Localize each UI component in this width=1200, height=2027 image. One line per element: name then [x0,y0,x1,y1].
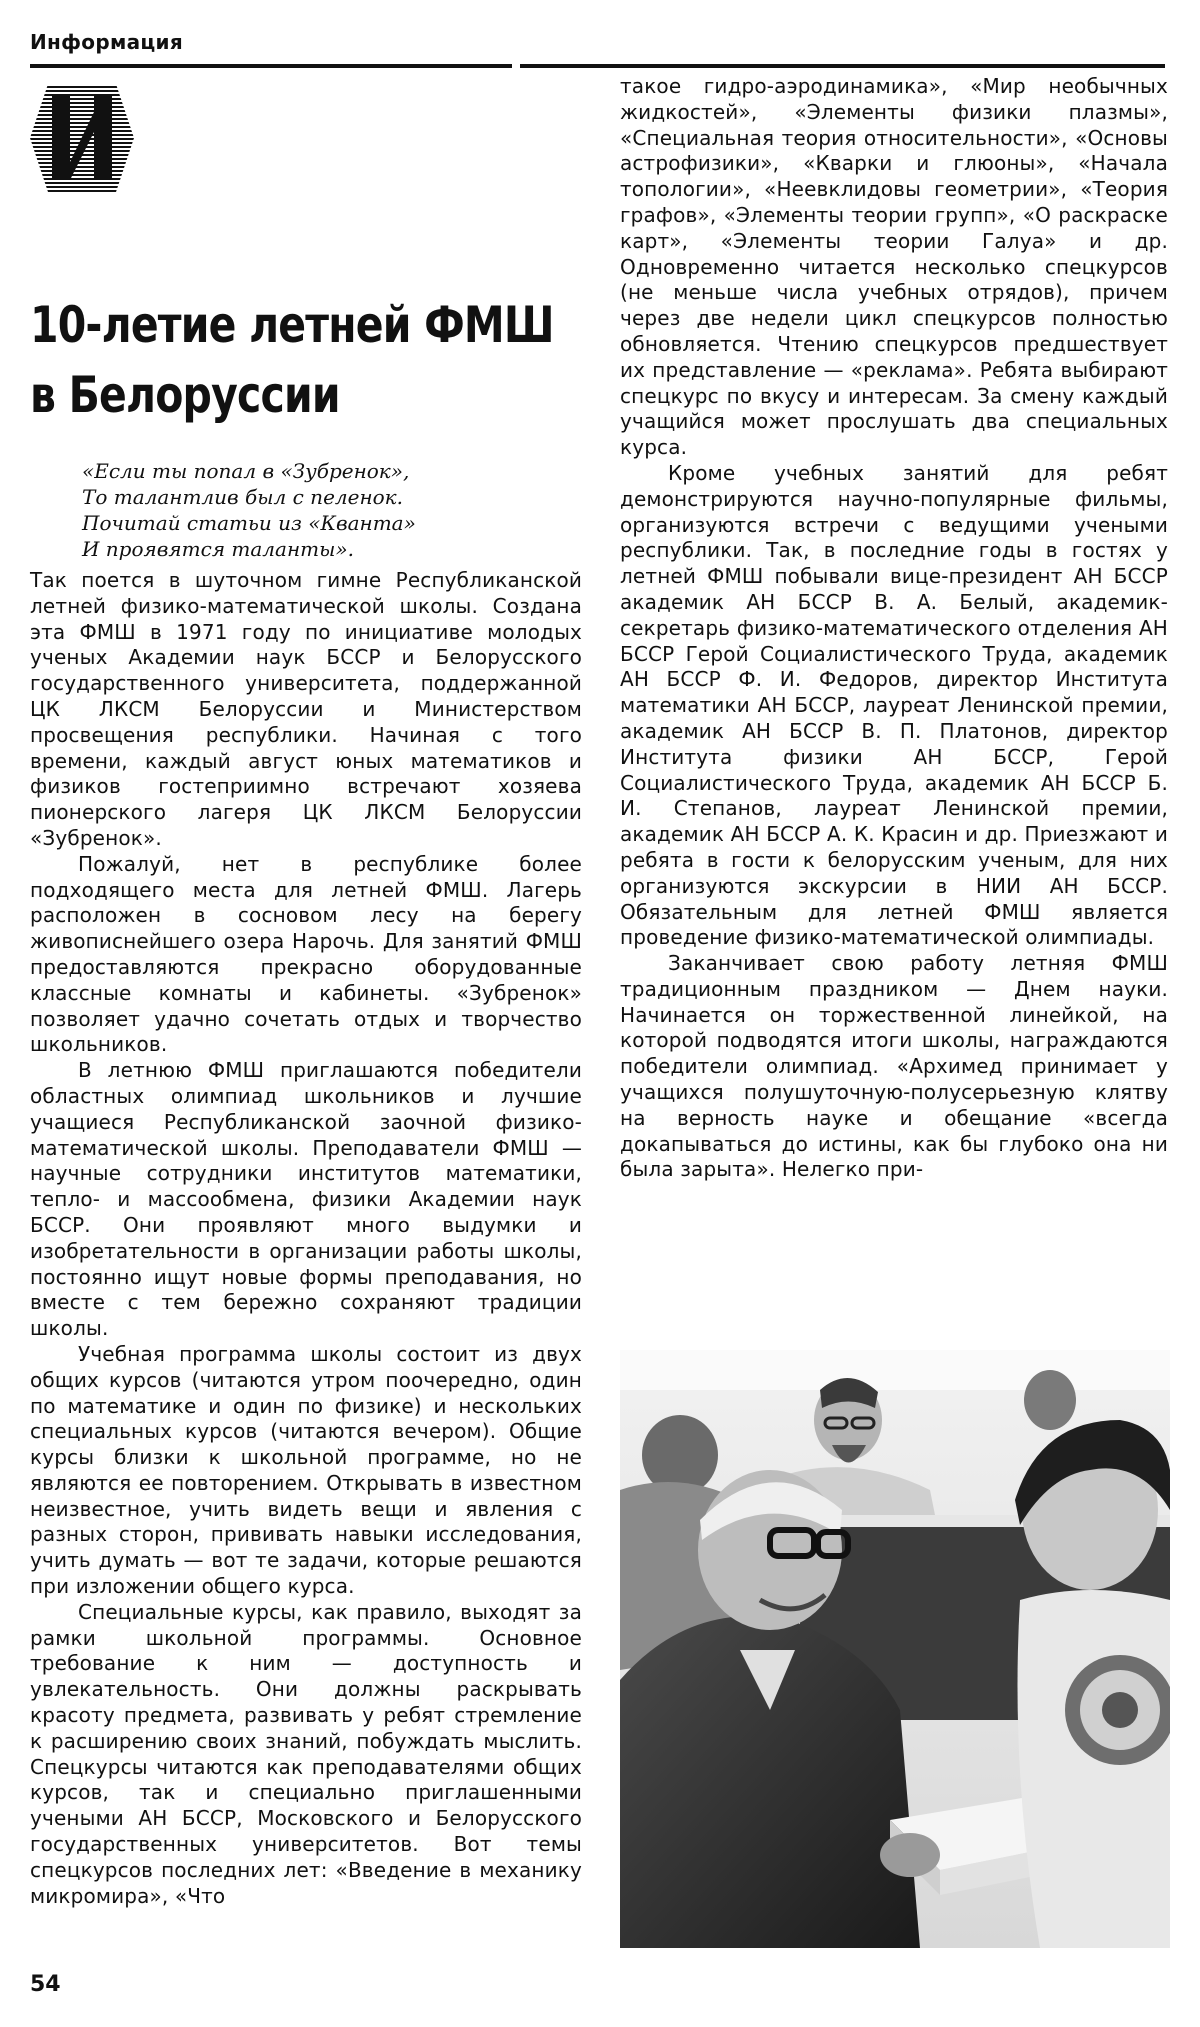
article-right-column [620,74,1168,1183]
paragraph: В летнюю ФМШ приглашаются победители областных олимпиад школьников и лучшие учащиеся Республиканской заочной физико-математической школы. Преподаватели ФМШ — научные сотрудники институтов математики, тепло- и массообмена, физики Академии наук БССР. Они проявляют много выдумки и изобретательности в организации работы школы, постоянно ищут новые формы преподавания, но вместе с тем бережно сохраняют традиции школы. [30,1058,582,1341]
epigraph-line: Почитай статьи из «Кванта» [82,511,416,535]
photo-illustration [620,1350,1170,1948]
paragraph: Учебная программа школы состоит из двух общих курсов (читаются утром поочередно, один по математике и один по физике) и нескольких специальных курсов (читаются вечером). Общие курсы близки к школьной программе, но не являются ее повторением. Открывать в известном неизвестное, учить видеть вещи и явления с разных сторон, прививать навыки исследования, учить думать — вот те задачи, которые решаются при изложении общего курса. [30,1341,582,1599]
paragraph: такое гидро-аэродинамика», «Мир необычных жидкостей», «Элементы физики плазмы», «Специальная теория относительности», «Основы астрофизики», «Кварки и глюоны», «Начала топологии», «Неевклидовы геометрии», «Теория графов», «Элементы теории групп», «О раскраске карт», «Элементы теории Галуа» и др. Одновременно читается несколько спецкурсов (не меньше числа учебных отрядов), причем через две недели цикл спецкурсов полностью обновляется. Чтению спецкурсов предшествует их представление — «реклама». Ребята выбирают спецкурс по вкусу и интересам. За смену каждый учащийся может прослушать два специальных курса. [620,74,1168,460]
page-number: 54 [30,1972,61,1997]
paragraph: Пожалуй, нет в республике более подходящего места для летней ФМШ. Лагерь расположен в сосновом лесу на берегу живописнейшего озера Нарочь. Для занятий ФМШ предоставляются прекрасно оборудованные классные комнаты и кабинеты. «Зубренок» позволяет удачно сочетать отдых и творчество школьников. [30,851,582,1057]
epigraph-line: То талантлив был с пеленок. [82,485,403,509]
paragraph: Специальные курсы, как правило, выходят за рамки школьной программы. Основное требование к ним — доступность и увлекательность. Они должны раскрывать красоту предмета, развивать у ребят стремление к расширению своих знаний, побуждать мыслить. Спецкурсы читаются как преподавателями общих курсов, так и специально приглашенными учеными АН БССР, Московского и Белорусского государственных университетов. Вот темы спецкурсов последних лет: «Введение в механику микромира», «Что [30,1599,582,1908]
section-label: Информация [30,30,183,54]
paragraph: Так поется в шуточном гимне Республиканской летней физико-математической школы. Создана эта ФМШ в 1971 году по инициативе молодых ученых Академии наук БССР и Белорусского государственного университета, поддержанной ЦК ЛКСМ Белоруссии и Министерством просвещения республики. Начиная с того времени, каждый август юных математиков и физиков гостеприимно встречают хозяева пионерского лагеря ЦК ЛКСМ Белоруссии «Зубренок». [30,568,582,850]
article-left-column [30,568,582,1909]
article-title-line-2: в Белоруссии [30,366,340,424]
article-title [30,290,554,430]
header-rule-left [30,64,512,68]
article-title-line-1: 10-летие летней ФМШ [30,296,554,354]
epigraph [82,458,562,562]
article-photo [620,1350,1170,1948]
epigraph-line: И проявятся таланты». [82,537,354,561]
header-rule-right [520,64,1165,68]
information-logo-icon [28,82,136,194]
paragraph: Заканчивает свою работу летняя ФМШ традиционным праздником — Днем науки. Начинается он торжественной линейкой, на которой подводятся итоги школы, награждаются победители олимпиад. «Архимед принимает у учащихся полушуточную-полусерьезную клятву на верность науке и обещание «всегда докапываться до истины, как бы глубоко она ни была зарыта». Нелегко при- [620,951,1168,1182]
paragraph: Кроме учебных занятий для ребят демонстрируются научно-популярные фильмы, организуются встречи с ведущими учеными республики. Так, в последние годы в гостях у летней ФМШ побывали вице-президент АН БССР академик АН БССР В. А. Белый, академик-секретарь физико-математического отделения АН БССР Герой Социалистического Труда, академик АН БССР Ф. И. Федоров, директор Института математики АН БССР, лауреат Ленинской премии, академик АН БССР В. П. Платонов, директор Института физики АН БССР, Герой Социалистического Труда, академик АН БССР Б. И. Степанов, лауреат Ленинской премии, академик АН БССР А. К. Красин и др. Приезжают и ребята в гости к белорусским ученым, для них организуются экскурсии в НИИ АН БССР. Обязательным для летней ФМШ является проведение физико-математической олимпиады. [620,460,1168,950]
epigraph-line: «Если ты попал в «Зубренок», [82,459,410,483]
